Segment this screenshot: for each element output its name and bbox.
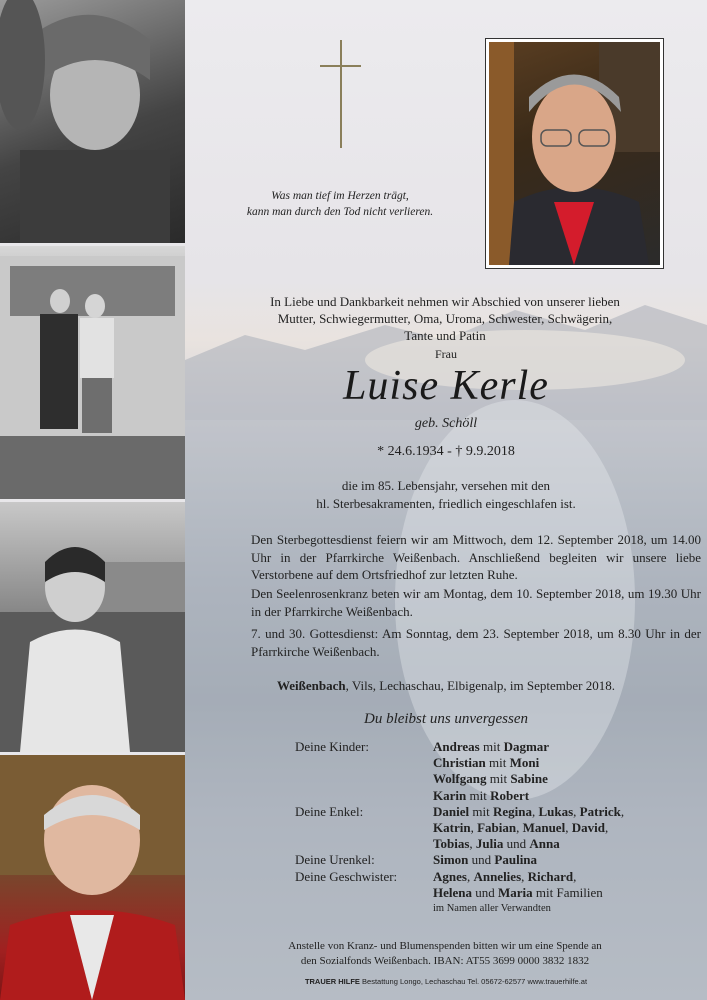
place-line	[185, 678, 707, 694]
quote-line-1: Was man tief im Herzen trägt,	[271, 190, 409, 202]
urenkel-label: Deine Urenkel:	[295, 852, 375, 868]
donation-line-1: Anstelle von Kranz- und Blumenspenden bitten wir um eine Spende an	[288, 940, 602, 952]
enkel-3: Tobias, Julia und Anna	[433, 836, 560, 852]
verwandte: im Namen aller Verwandten	[433, 903, 551, 915]
title-frau: Frau	[435, 347, 457, 361]
kinder-3: Wolfgang mit Sabine	[433, 771, 548, 787]
deceased-name: Luise Kerle	[343, 363, 549, 409]
footer	[185, 977, 707, 986]
service-memorial: 7. und 30. Gottesdienst: Am Sonntag, dem 23. September 2018, um 8.30 Uhr in der Pfarrkirche Weißenbach.	[251, 626, 701, 659]
intro-text: In Liebe und Dankbarkeit nehmen wir Abschied von unserer lieben Mutter, Schwiegermutter, Oma, Uroma, Schwester, Schwägerin, Tante und Patin	[270, 294, 620, 343]
geschwister-1: Agnes, Annelies, Richard,	[433, 868, 577, 884]
kinder-label: Deine Kinder:	[295, 739, 370, 754]
childhood-photo-figure	[0, 0, 185, 243]
life-dates: * 24.6.1934 - † 9.9.2018	[377, 444, 515, 459]
portrait-photo	[485, 38, 664, 269]
quote-line-2: kann man durch den Tod nicht verlieren.	[246, 206, 434, 218]
urenkel: Simon und Paulina	[433, 852, 538, 868]
family-list	[295, 739, 695, 917]
age-line-1: die im 85. Lebensjahr, versehen mit den	[341, 478, 551, 493]
enkel-label: Deine Enkel:	[295, 803, 364, 819]
maiden-name: geb. Schöll	[414, 416, 478, 431]
quote	[225, 188, 455, 220]
cross-icon	[320, 40, 360, 150]
age-line-2: hl. Sterbesakramenten, friedlich eingeschlafen ist.	[316, 496, 576, 511]
kinder-2: Christian mit Moni	[433, 755, 540, 771]
footer-text: Bestattung Longo, Lechaschau Tel. 05672-62577 www.trauerhilfe.at	[362, 977, 588, 986]
age-text	[185, 477, 707, 513]
place-town: Weißenbach	[276, 678, 346, 693]
place-rest: , Vils, Lechaschau, Elbigenalp, im September 2018.	[345, 678, 615, 693]
kinder-4: Karin mit Robert	[433, 787, 530, 803]
service-rosary: Den Seelenrosenkranz beten wir am Montag, dem 10. September 2018, um 19.30 Uhr in der Pfarrkirche Weißenbach.	[251, 586, 701, 619]
footer-brand: TRAUER HILFE	[304, 977, 360, 986]
geschwister-label: Deine Geschwister:	[295, 868, 398, 884]
bus-photo-figure	[0, 246, 185, 499]
donation-note	[245, 939, 645, 969]
geschwister-2: Helena und Maria mit Familien	[433, 884, 603, 900]
elderly-photo-figure	[0, 755, 185, 1000]
harbor-photo	[0, 502, 185, 752]
harbor-photo-figure	[0, 502, 185, 752]
donation-line-2: den Sozialfonds Weißenbach. IBAN: AT55 3699 0000 3832 1832	[300, 955, 590, 967]
service-funeral: Den Sterbegottesdienst feiern wir am Mittwoch, dem 12. September 2018, um 14.00 Uhr in der Pfarrkirche Weißenbach. Anschließend begleiten wir unsere liebe Verstorbene auf dem Ortsfriedhof zur letzten Ruhe.	[251, 532, 701, 582]
enkel-1: Daniel mit Regina, Lukas, Patrick,	[433, 803, 625, 819]
notice-panel	[185, 0, 707, 1000]
unvergessen-heading: Du bleibst uns unvergessen	[363, 711, 528, 727]
elderly-photo	[0, 755, 185, 1000]
photo-column	[0, 0, 185, 1000]
enkel-2: Katrin, Fabian, Manuel, David,	[433, 820, 609, 836]
bus-photo	[0, 246, 185, 499]
portrait-figure	[489, 42, 660, 265]
childhood-photo	[0, 0, 185, 243]
kinder-1: Andreas mit Dagmar	[433, 739, 550, 754]
